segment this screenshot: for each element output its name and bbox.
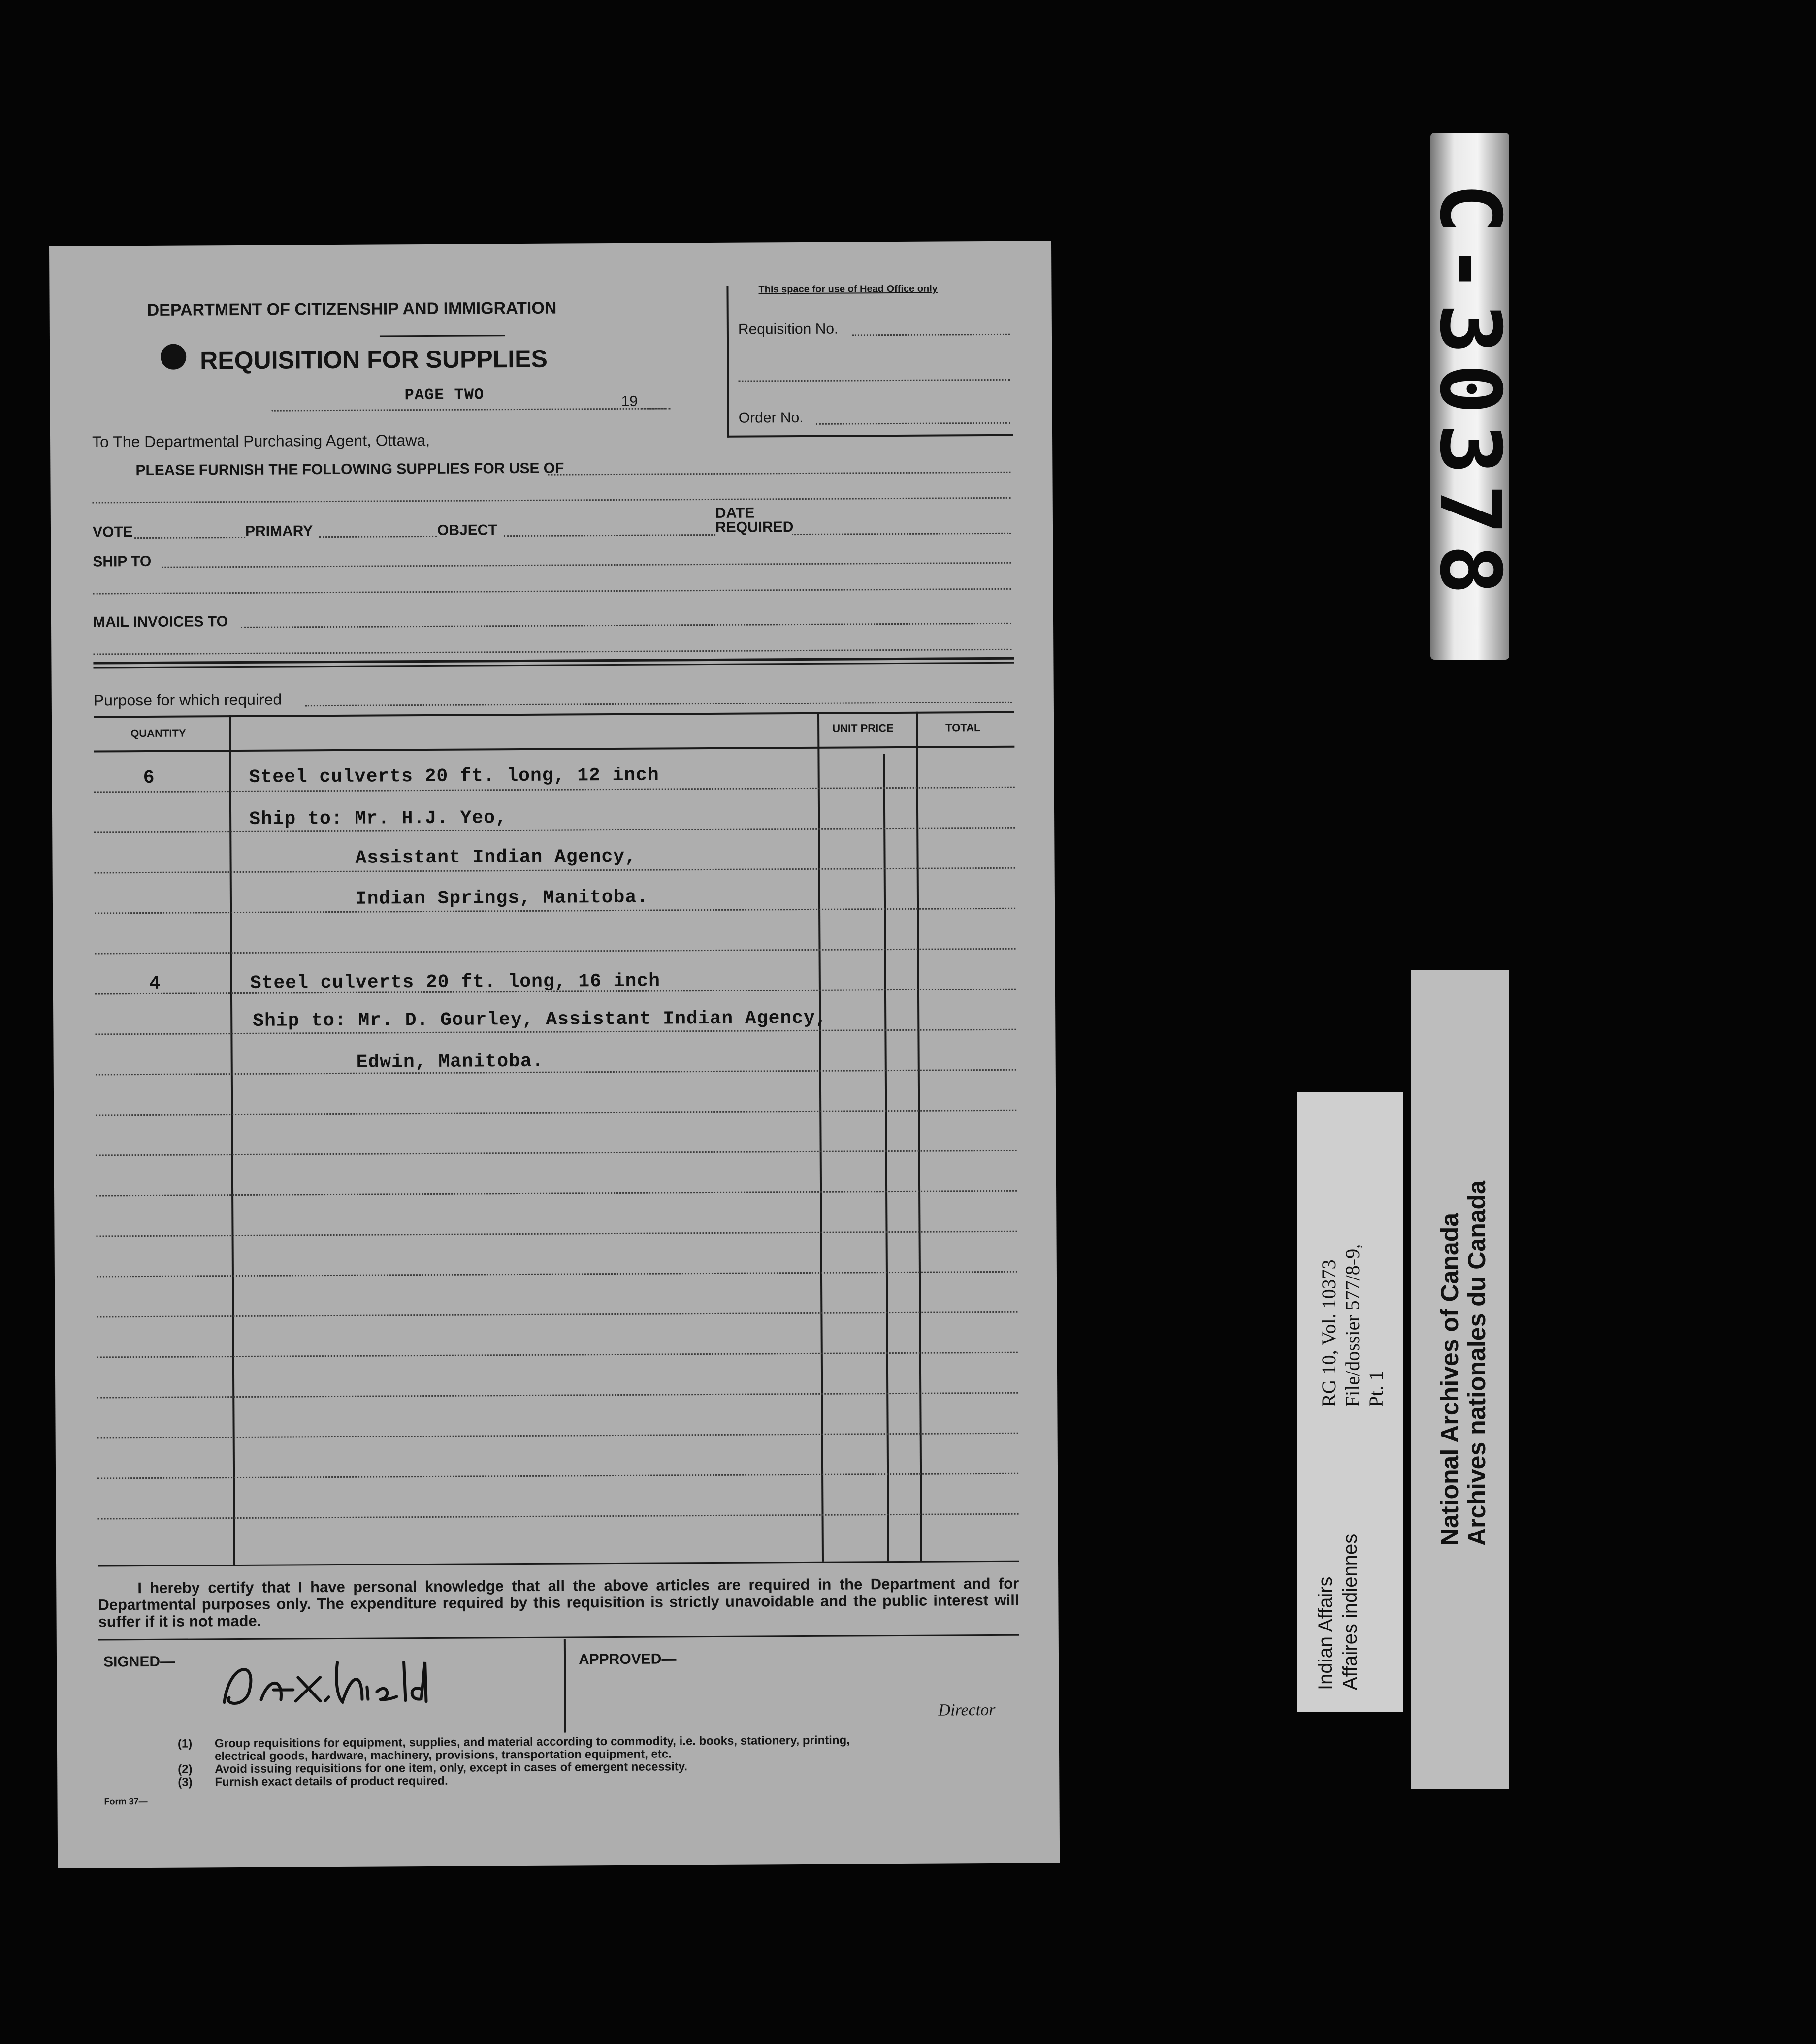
certification-text: I hereby certify that I have personal knowledge that all the above articles are required in the Department and for Departmental purposes only. The expenditure required by this requisition is strictly unavoidable and the public interest will suffer if it is not made. [98, 1574, 1019, 1630]
archives-name-en: National Archives of Canada [1436, 1213, 1463, 1546]
item-1-location: Indian Springs, Manitoba. [355, 887, 649, 910]
note-1-cont: electrical goods, hardware, machinery, provisions, transportation equipment, etc. [214, 1747, 672, 1763]
archives-name-label [1411, 970, 1509, 1789]
primary-label: PRIMARY [245, 523, 313, 540]
approved-label: APPROVED— [578, 1651, 677, 1668]
item-1-quantity: 6 [143, 767, 155, 789]
vote-label: VOTE [92, 524, 133, 541]
unit-price-header: UNIT PRICE [832, 722, 894, 735]
punch-hole [161, 344, 186, 370]
item-1-agency: Assistant Indian Agency, [355, 846, 637, 869]
form-title: REQUISITION FOR SUPPLIES [200, 345, 548, 375]
page-indicator: PAGE TWO [404, 385, 485, 405]
purpose-label: Purpose for which required [93, 690, 282, 709]
head-office-note: This space for use of Head Office only [758, 283, 938, 295]
title-rule [380, 335, 505, 337]
signed-label: SIGNED— [103, 1653, 175, 1670]
to-line: To The Departmental Purchasing Agent, Ottawa, [92, 431, 430, 451]
note-3: Furnish exact details of product required. [215, 1774, 448, 1789]
note-2: Avoid issuing requisitions for one item, only, except in cases of emergent necessity. [215, 1760, 688, 1776]
ship-to-label: SHIP TO [93, 553, 152, 570]
item-1-ship-to: Ship to: Mr. H.J. Yeo, [249, 807, 507, 830]
archives-name-fr: Archives nationales du Canada [1463, 1181, 1491, 1546]
form-number: Form 37— [104, 1796, 148, 1807]
furnish-label: PLEASE FURNISH THE FOLLOWING SUPPLIES FOR USE OF [135, 460, 564, 479]
part-number: Pt. 1 [1365, 1371, 1387, 1407]
director-label: Director [938, 1700, 996, 1720]
record-group: RG 10, Vol. 10373 [1318, 1259, 1340, 1407]
requisition-form: DEPARTMENT OF CITIZENSHIP AND IMMIGRATION REQUISITION FOR SUPPLIES PAGE TWO 19 This space for use of Head Office only Requisition No. Order No. To The Departmental Purchasing Agent, Ottawa, PLEASE FURNISH THE FOLLOWING SUPPLIES FOR USE OF VOTE PRIMARY OBJECT DATE REQUIRED SHIP TO MAIL INVOICES TO Purpose for which required QUANTITY UNIT PRICE TOTAL 6 Steel culverts 20 ft. long, 12 inch Ship to: Mr. H.J. Yeo, Assistant Indian Agency, Indian Springs, Manitoba. 4 Steel culverts 20 ft. long, 16 inch Ship to: Mr. D. Gourley, Assistant Indian Agency, Edwin, Manitoba. I hereby certify that I have personal knowledge that all the above articles are required in the Department and for Departmental purposes only. The expenditure required by this requisition is strictly unavoidable and the public interest will suffer if it is not made. SIGNED— APPROVED— Director (1) Group requisitions for equipment, supplies, and material according to commodity, i.e. books, stationery, printing, electrical goods, hardware, machinery, provisions, transportation equipment, etc. (2) Avoid issuing requisitions for one item, only, except in cases of emergent necessity. (3) Furnish exact details of product required. Form 37— [49, 241, 1060, 1868]
item-2-location: Edwin, Manitoba. [356, 1051, 544, 1073]
item-2-ship-to: Ship to: Mr. D. Gourley, Assistant Indian Agency, [253, 1007, 827, 1032]
signature [214, 1642, 490, 1712]
dept-fr: Affaires indiennes [1339, 1533, 1361, 1690]
item-1-description: Steel culverts 20 ft. long, 12 inch [249, 765, 659, 788]
note-1: Group requisitions for equipment, supplies, and material according to commodity, i.e. books, stationery, printing, [214, 1733, 850, 1751]
archive-reference-label [1297, 1092, 1403, 1712]
total-header: TOTAL [945, 721, 981, 734]
dept-en: Indian Affairs [1315, 1576, 1336, 1690]
date-label: DATE [715, 505, 755, 521]
requisition-no-label: Requisition No. [738, 320, 839, 338]
object-label: OBJECT [437, 522, 497, 539]
year-prefix: 19 [621, 393, 638, 410]
department-name: DEPARTMENT OF CITIZENSHIP AND IMMIGRATION [147, 298, 557, 319]
reel-number: C-30378 [1421, 183, 1519, 605]
item-2-description: Steel culverts 20 ft. long, 16 inch [250, 970, 661, 994]
required-label: REQUIRED [715, 519, 794, 536]
mail-invoices-label: MAIL INVOICES TO [93, 613, 228, 631]
file-number: File/dossier 577/8-9, [1341, 1244, 1363, 1407]
quantity-header: QUANTITY [130, 727, 186, 740]
order-no-label: Order No. [738, 409, 804, 426]
item-2-quantity: 4 [149, 973, 161, 994]
